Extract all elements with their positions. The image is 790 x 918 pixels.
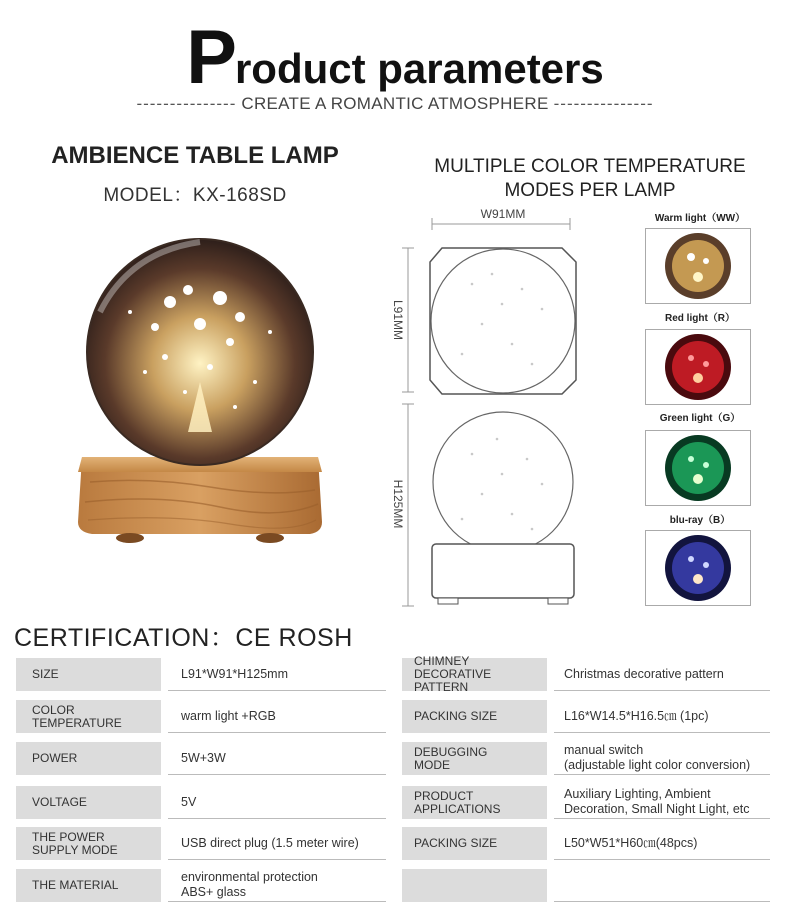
spec-value	[554, 869, 770, 902]
subtitle-text: CREATE A ROMANTIC ATMOSPHERE	[241, 94, 549, 113]
product-name: AMBIENCE TABLE LAMP	[51, 142, 339, 169]
dim-height: H125MM	[392, 479, 405, 529]
spec-value: 5W+3W	[168, 742, 386, 775]
spec-key: PACKING SIZE	[402, 827, 547, 860]
spec-value: L91*W91*H125mm	[168, 658, 386, 691]
mode-label-green: Green light（G）	[659, 413, 741, 424]
spec-key: PRODUCT APPLICATIONS	[402, 786, 547, 819]
spec-key: DEBUGGING MODE	[402, 742, 547, 775]
spec-key: PACKING SIZE	[402, 700, 547, 733]
lamp-image	[70, 232, 330, 577]
spec-key: THE MATERIAL	[16, 869, 161, 902]
spec-value: warm light +RGB	[168, 700, 386, 733]
mode-swatch-blue	[645, 530, 751, 606]
mode-label-red: Red light（R）	[665, 313, 735, 324]
spec-value: Christmas decorative pattern	[554, 658, 770, 691]
dimension-drawing	[392, 204, 592, 619]
product-model: MODEL：KX-168SD	[103, 185, 287, 206]
mode-label-warm: Warm light（WW）	[654, 213, 746, 224]
spec-key: POWER	[16, 742, 161, 775]
spec-value: environmental protection ABS+ glass	[168, 869, 386, 902]
title-initial: P	[186, 15, 235, 100]
dim-length: L91MM	[392, 299, 405, 341]
mode-swatch-red	[645, 329, 751, 405]
spec-key: SIZE	[16, 658, 161, 691]
dim-width: W91MM	[480, 207, 526, 221]
subtitle-dashes-right: ---------------	[553, 94, 654, 113]
modes-title-line2: MODES PER LAMP	[504, 180, 676, 201]
spec-value: Auxiliary Lighting, Ambient Decoration, Small Night Light, etc	[554, 786, 770, 819]
spec-key: CHIMNEY DECORATIVE PATTERN	[402, 658, 547, 691]
spec-value: L50*W51*H60㎝(48pcs)	[554, 827, 770, 860]
modes-title-line1: MULTIPLE COLOR TEMPERATURE	[434, 156, 746, 177]
mode-swatch-green	[645, 430, 751, 506]
spec-value: L16*W14.5*H16.5㎝ (1pc)	[554, 700, 770, 733]
mode-swatch-warm	[645, 228, 751, 304]
spec-key	[402, 869, 547, 902]
subtitle	[0, 94, 790, 114]
subtitle-dashes-left: ---------------	[136, 94, 237, 113]
spec-value: manual switch (adjustable light color conversion)	[554, 742, 770, 775]
spec-key: THE POWER SUPPLY MODE	[16, 827, 161, 860]
mode-label-blue: blu-ray（B）	[669, 515, 731, 526]
spec-key: VOLTAGE	[16, 786, 161, 819]
spec-value: USB direct plug (1.5 meter wire)	[168, 827, 386, 860]
modes-title	[420, 155, 760, 203]
certification: CERTIFICATION：CE ROSH	[14, 624, 353, 652]
page-title	[0, 14, 790, 101]
spec-value: 5V	[168, 786, 386, 819]
title-rest: roduct parameters	[234, 45, 604, 92]
spec-key: COLOR TEMPERATURE	[16, 700, 161, 733]
